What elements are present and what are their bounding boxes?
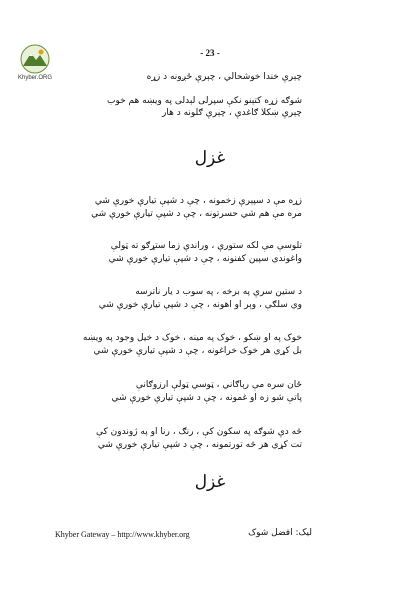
intro-line: چېرې ښکلا ګاغدې ، چېرې ګلونه د هار	[162, 108, 302, 118]
verse-line: واغوندي سپين کفنونه ، چې د شپې تیارې خورې شي	[108, 254, 302, 264]
verse-line: مره مې هم شي حسرتونه ، چې د شپې تیارې خورې شي	[91, 209, 302, 219]
verse-line: تلوسې مې لکه ستورې ، وراندې زما ستړګو ته ټولې	[110, 241, 302, 251]
verse-line: وي سلګې ، وېر او آهونه ، چې د شپې تیارې خورې شي	[98, 300, 302, 310]
verse-line: خوک په او ښکو ، خوک په مینه ، خوک د خیل وجود په ویښه	[82, 333, 302, 343]
verse-line: د ستين سرې په برخه ، په سوب د يار ناترسه	[135, 287, 302, 297]
logo-text: Khyber.ORG	[17, 75, 52, 81]
page-number: - 23 -	[200, 48, 220, 58]
footer-source-link[interactable]: Khyber Gateway – http://www.khyber.org	[55, 530, 190, 539]
poem-heading: غزل	[194, 148, 226, 168]
verse-line: پاتې شو زه او غمونه ، چې د شپې تیارې خورې شي	[111, 393, 302, 403]
verse-line: ځان سره مې رېاګاني ، ټوسي ټولې آرزوګانې	[135, 380, 302, 390]
intro-line: چېرې خندا خوشحالي ، چېرې ځږونه د زړه	[146, 72, 302, 82]
footer-author: ليک: افضل شوک	[248, 528, 312, 538]
verse-line: بل کړي هر خوک خراغونه ، چې د شپې تیارې خورې شي	[93, 346, 302, 356]
poem-heading: غزل	[194, 472, 226, 492]
verse-line: زړه مې د سپېرې زخمونه ، چې د شپې تیارې خورې شي	[94, 196, 302, 206]
verse-line: تت کړي هر څه تورتمونه ، چې د شپې تیارې خورې شي	[97, 440, 302, 450]
intro-line: شوګه زړه کتېنو نکې سپرلی لېدلی په ویښه هم خوب	[107, 96, 302, 106]
verse-line: څه دې شوګه په سکون کې ، رنګ ، رنا او په ژوندون کې	[96, 427, 302, 437]
